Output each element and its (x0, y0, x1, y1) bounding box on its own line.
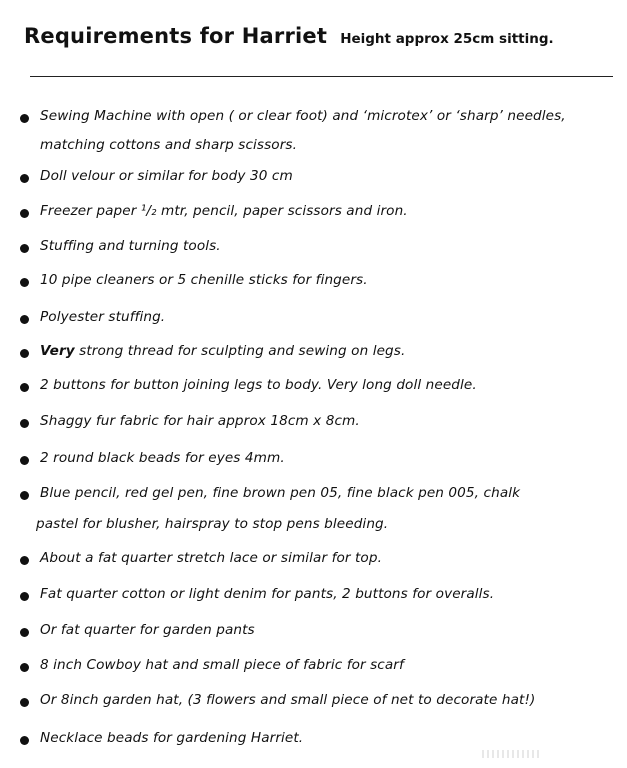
bullet-icon (20, 174, 29, 183)
item-text: Sewing Machine with open ( or clear foot) and ‘microtex’ or ‘sharp’ needles, (40, 108, 566, 124)
bullet-icon (20, 491, 29, 500)
item-text: pastel for blusher, hairspray to stop pens bleeding. (36, 516, 389, 532)
item-text: Fat quarter cotton or light denim for pants, 2 buttons for overalls. (40, 586, 495, 602)
bullet-icon (20, 278, 29, 287)
item-text: Necklace beads for gardening Harriet. (40, 730, 304, 746)
item-text: matching cottons and sharp scissors. (40, 137, 297, 153)
bullet-icon (20, 315, 29, 324)
page-subtitle: Height approx 25cm sitting. (340, 31, 554, 47)
item-text: Or fat quarter for garden pants (40, 622, 255, 638)
item-text: Or 8inch garden hat, (3 flowers and small piece of net to decorate hat!) (40, 692, 536, 708)
scan-noise (482, 750, 542, 758)
bullet-icon (20, 736, 29, 745)
bullet-icon (20, 209, 29, 218)
item-text-rest: strong thread for sculpting and sewing on legs. (74, 343, 406, 359)
item-text: 8 inch Cowboy hat and small piece of fabric for scarf (40, 657, 404, 673)
bullet-icon (20, 419, 29, 428)
item-text: Shaggy fur fabric for hair approx 18cm x 8cm. (40, 413, 360, 429)
bullet-icon (20, 628, 29, 637)
bullet-icon (20, 383, 29, 392)
item-emphasis: Very (40, 343, 75, 359)
bullet-icon (20, 698, 29, 707)
item-text: Doll velour or similar for body 30 cm (40, 168, 293, 184)
item-text: 10 pipe cleaners or 5 chenille sticks for fingers. (40, 272, 368, 288)
item-text: Blue pencil, red gel pen, fine brown pen 05, fine black pen 005, chalk (40, 485, 521, 501)
item-text (40, 343, 405, 359)
bullet-icon (20, 349, 29, 358)
page-title: Requirements for Harriet (24, 24, 328, 48)
bullet-icon (20, 114, 29, 123)
bullet-icon (20, 556, 29, 565)
page-heading (24, 24, 554, 48)
item-text: Stuffing and turning tools. (40, 238, 221, 254)
bullet-icon (20, 244, 29, 253)
bullet-icon (20, 663, 29, 672)
item-text: Freezer paper ¹/₂ mtr, pencil, paper scissors and iron. (40, 203, 408, 219)
bullet-icon (20, 592, 29, 601)
bullet-icon (20, 456, 29, 465)
heading-divider (30, 76, 613, 77)
item-text: Polyester stuffing. (40, 309, 166, 325)
item-text: 2 buttons for button joining legs to body. Very long doll needle. (40, 377, 477, 393)
item-text: About a fat quarter stretch lace or similar for top. (40, 550, 382, 566)
item-text: 2 round black beads for eyes 4mm. (40, 450, 285, 466)
